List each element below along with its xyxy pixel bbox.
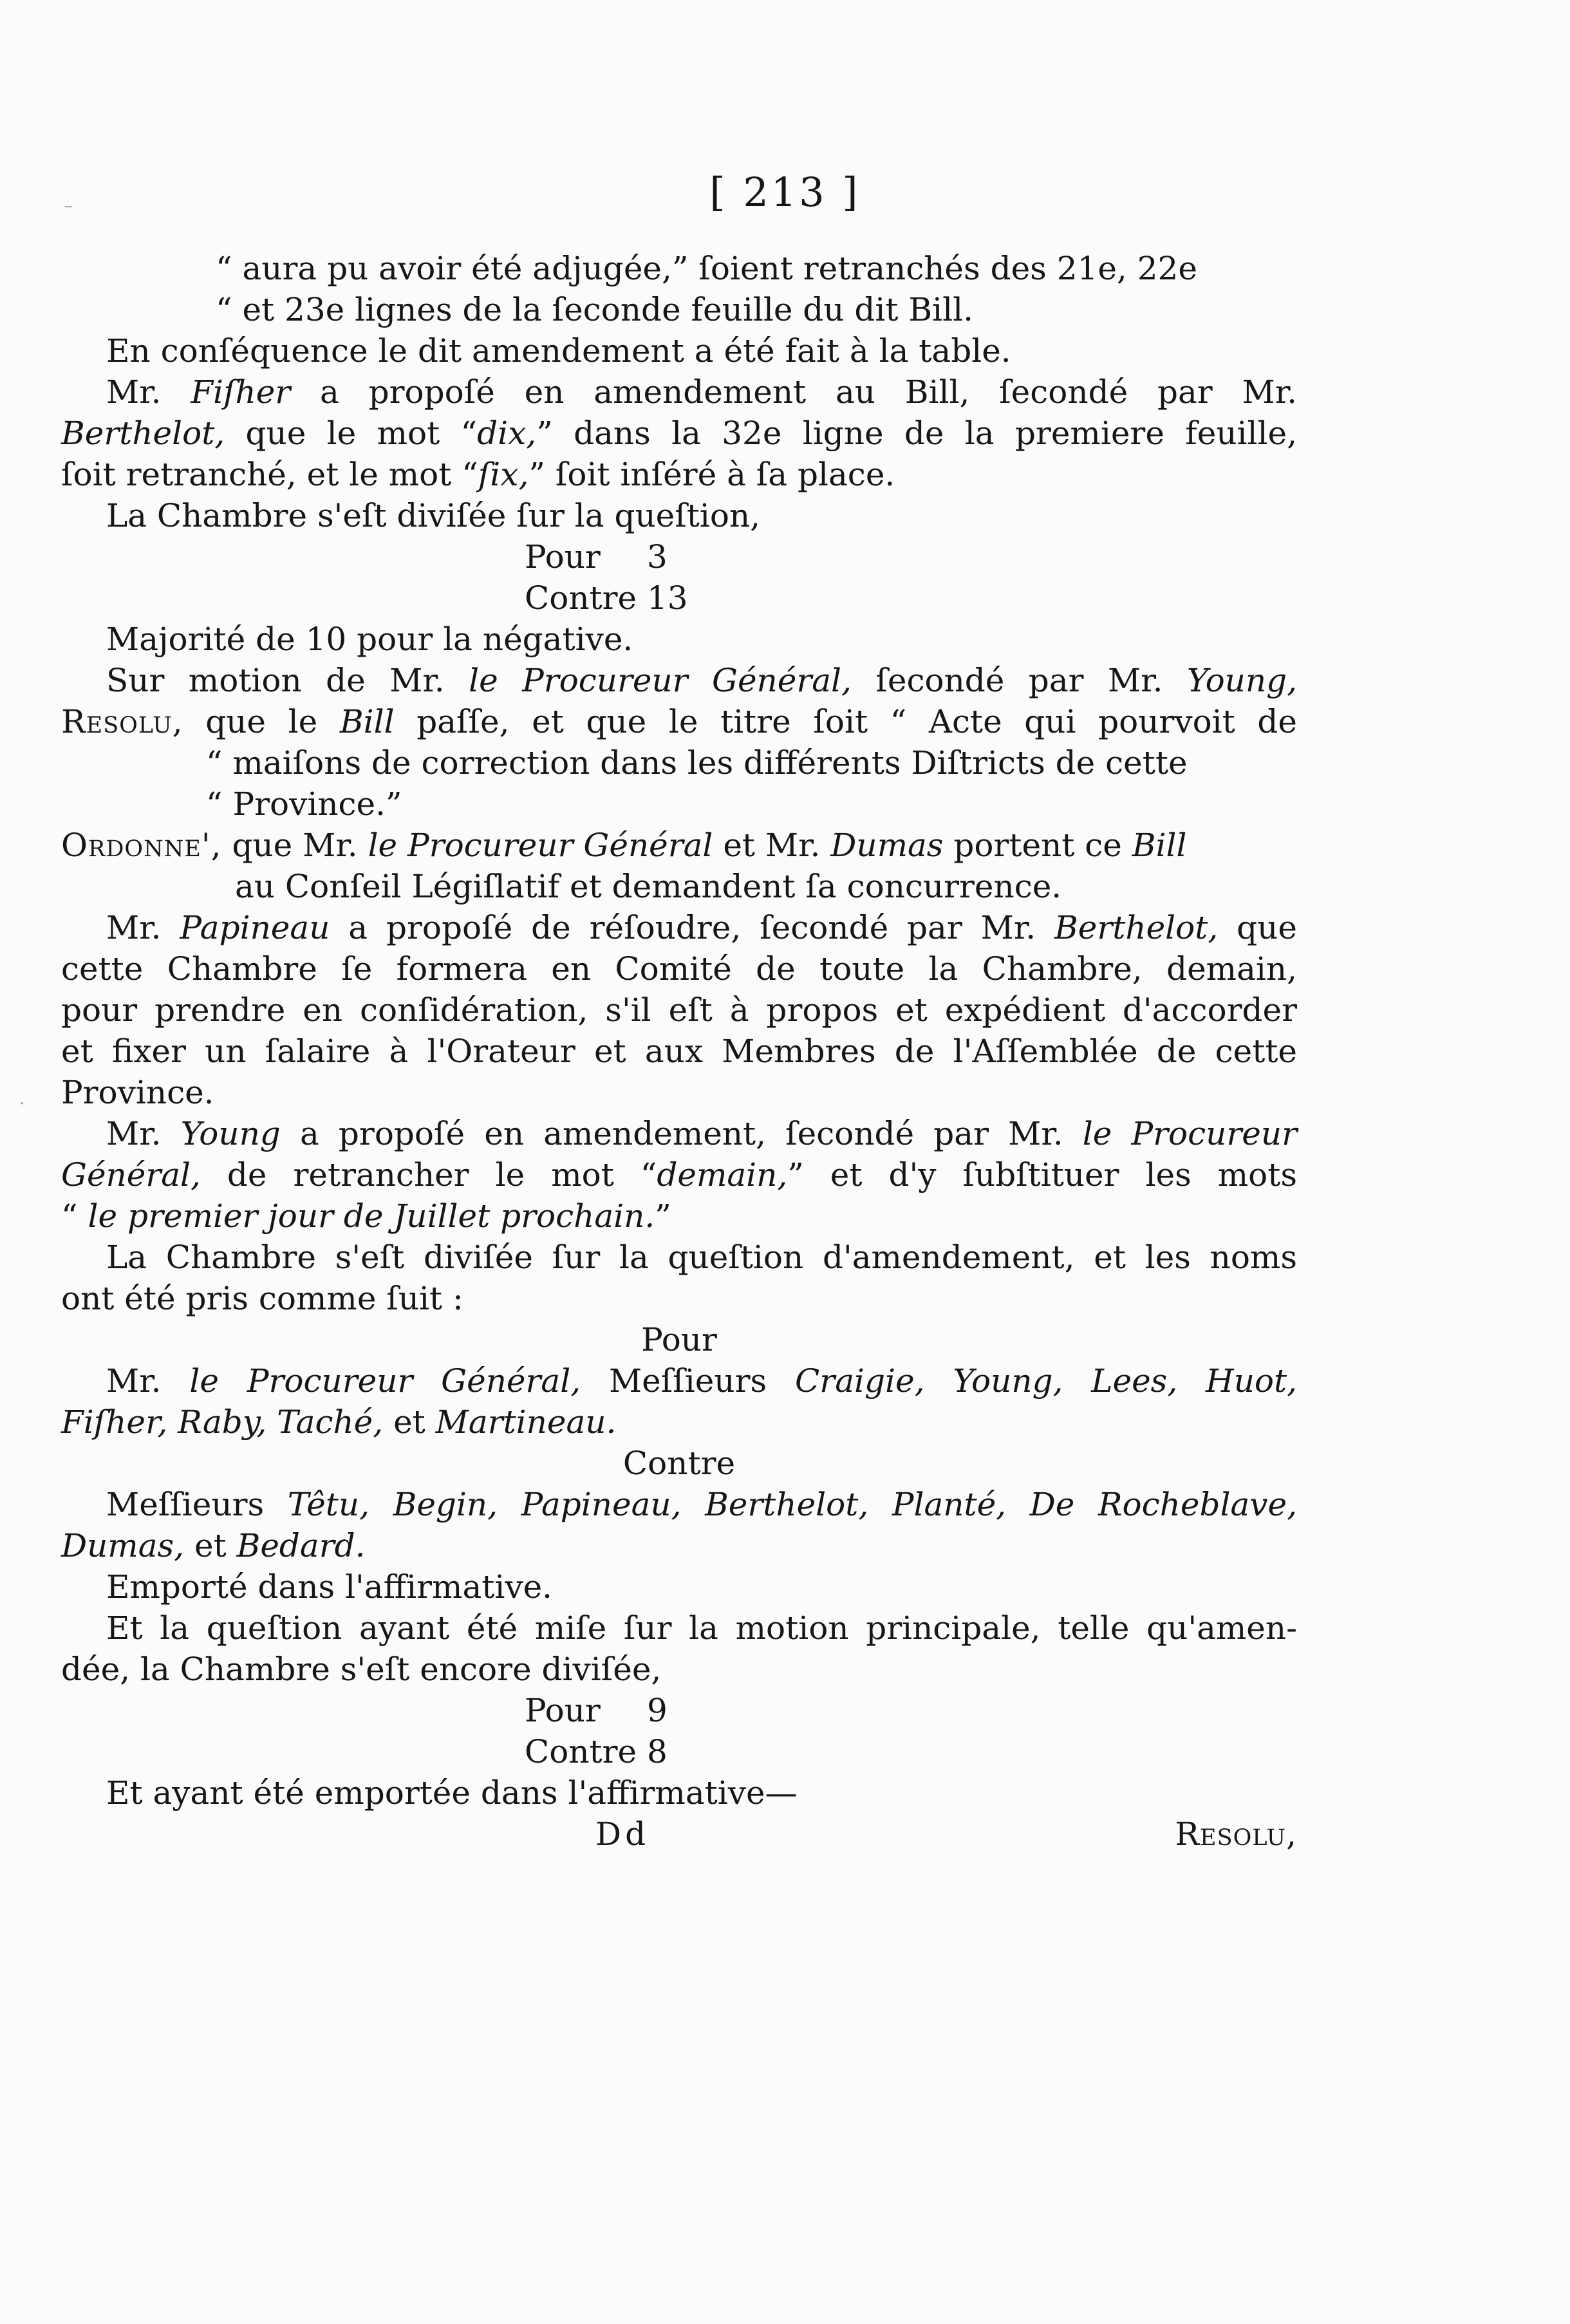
vote-count: 13 — [647, 579, 688, 617]
line-text: Mr. — [106, 909, 162, 946]
line-text: que — [1237, 909, 1297, 946]
member-name: le Procureur Général — [368, 827, 713, 864]
member-name: Dumas — [830, 827, 944, 864]
text-line — [61, 866, 1297, 907]
print-mark: · — [19, 1094, 25, 1114]
text-line — [61, 330, 1297, 371]
text-line — [61, 783, 1297, 825]
text-line — [61, 1525, 1297, 1566]
vote-label: Pour — [525, 538, 601, 576]
text-line — [61, 619, 1297, 660]
text-line — [61, 495, 1297, 536]
line-text: “ aura pu avoir été adjugée,” ſoient retranchés des 21e, 22e — [216, 250, 1197, 287]
line-text: La Chambre s'eſt diviſée ſur la queſtion d'amendement, et les noms — [106, 1239, 1297, 1276]
vote-tally-row — [61, 1731, 1297, 1772]
text-line — [61, 454, 1297, 495]
text-line — [61, 1195, 1297, 1237]
line-text: Meſſieurs — [608, 1362, 767, 1400]
text-line — [61, 907, 1297, 948]
text-line — [61, 1360, 1297, 1401]
quoted-word: dix, — [477, 415, 537, 452]
line-text: ” dans la 32e ligne de la premiere feuille, — [536, 415, 1297, 452]
member-name: Général, — [61, 1156, 201, 1194]
vote-label: Contre — [525, 579, 637, 617]
line-text: paſſe, et que le titre ſoit “ Acte qui pourvoit de — [416, 703, 1297, 740]
line-text: ” — [655, 1197, 671, 1235]
vote-label: Pour — [525, 1692, 601, 1729]
line-text: ont été pris comme ſuit : — [61, 1280, 463, 1317]
text-line — [61, 1649, 1297, 1690]
line-text: “ — [61, 1197, 78, 1235]
member-name: Fiſher — [191, 373, 291, 411]
text-line — [61, 1237, 1297, 1278]
text-line — [61, 1031, 1297, 1072]
line-text: Mr. — [106, 373, 162, 411]
text-line — [61, 1401, 1297, 1443]
member-name: le Procureur Général, — [189, 1362, 581, 1400]
text-line — [61, 1772, 1297, 1813]
text-line — [61, 660, 1297, 701]
member-names: Fiſher, Raby, Taché, — [61, 1403, 384, 1441]
member-name: le Procureur — [1082, 1115, 1297, 1152]
member-names: Têtu, Begin, Papineau, Berthelot, Planté, De Rocheblave, — [287, 1486, 1297, 1523]
line-text: “ Province.” — [206, 785, 402, 823]
member-names: Craigie, Young, Lees, Huot, — [795, 1362, 1297, 1400]
member-name: Dumas, — [61, 1527, 185, 1564]
text-line — [61, 1484, 1297, 1525]
line-text: Sur motion de Mr. — [106, 662, 445, 699]
signature-mark: Dd — [595, 1815, 650, 1853]
text-line — [61, 289, 1297, 330]
vote-count: 9 — [647, 1692, 668, 1729]
text-line — [61, 1072, 1297, 1113]
bill-word: Bill — [339, 703, 395, 740]
line-text: Mr. — [106, 1115, 162, 1152]
line-text: que le mot “ — [245, 415, 478, 452]
line-text: au Conſeil Légiſlatif et demandent ſa concurrence. — [235, 868, 1062, 905]
catchword: Resolu, — [1175, 1815, 1297, 1853]
vote-label: Contre — [525, 1733, 637, 1770]
member-name: Martineau. — [435, 1403, 617, 1441]
line-text: cette Chambre ſe formera en Comité de toute la Chambre, demain, — [61, 950, 1297, 988]
order-keyword: Ordonne', — [61, 827, 222, 864]
bill-word: Bill — [1132, 827, 1187, 864]
text-line — [61, 1113, 1297, 1154]
line-text: Province. — [61, 1074, 214, 1111]
vote-heading-contre: Contre — [622, 1445, 736, 1482]
line-text: Meſſieurs — [106, 1486, 265, 1523]
line-text: que le — [205, 703, 318, 740]
line-text: “ et 23e lignes de la ſeconde feuille du dit Bill. — [216, 291, 974, 328]
section-heading — [61, 1319, 1297, 1360]
page-number: [ 213 ] — [709, 169, 861, 216]
quoted-word: ſix, — [478, 456, 529, 493]
vote-heading-pour: Pour — [641, 1321, 717, 1358]
quoted-word: demain, — [657, 1156, 788, 1194]
line-text: ſecondé par Mr. — [875, 662, 1163, 699]
line-text: ” et d'y ſubſtituer les mots — [787, 1156, 1297, 1194]
text-line — [61, 989, 1297, 1031]
line-text: Mr. — [106, 1362, 162, 1400]
member-name: Papineau — [180, 909, 330, 946]
member-name: Young, — [1186, 662, 1297, 699]
vote-tally-row — [61, 577, 1297, 619]
quoted-phrase: le premier jour de Juillet prochain. — [88, 1197, 655, 1235]
member-name: Berthelot, — [1054, 909, 1219, 946]
line-text: et — [194, 1527, 227, 1564]
section-heading — [61, 1443, 1297, 1484]
line-text: et fixer un ſalaire à l'Orateur et aux Membres de l'Aſſemblée de cette — [61, 1033, 1297, 1070]
resolution-keyword: Resolu, — [61, 703, 183, 740]
line-text: ſoit retranché, et le mot “ — [61, 456, 478, 493]
line-text: a propoſé en amendement, ſecondé par Mr. — [299, 1115, 1063, 1152]
member-name: le Procureur Général, — [469, 662, 852, 699]
line-text: et Mr. — [723, 827, 821, 864]
line-text: et — [393, 1403, 425, 1441]
text-line — [61, 948, 1297, 989]
text-line — [61, 413, 1297, 454]
member-name: Berthelot, — [61, 415, 225, 452]
text-line — [61, 701, 1297, 742]
line-text: En conſéquence le dit amendement a été fait à la table. — [106, 332, 1011, 370]
line-text: pour prendre en conſidération, s'il eſt à propos et expédient d'accorder — [61, 991, 1297, 1029]
print-mark: – — [64, 196, 73, 216]
line-text: “ maiſons de correction dans les différents Diſtricts de cette — [206, 744, 1188, 782]
line-text: a propoſé en amendement au Bill, ſecondé par Mr. — [320, 373, 1297, 411]
line-text: dée, la Chambre s'eſt encore diviſée, — [61, 1651, 662, 1688]
vote-count: 3 — [647, 538, 668, 576]
line-text: portent ce — [953, 827, 1122, 864]
line-text: que Mr. — [232, 827, 358, 864]
text-line — [61, 742, 1297, 783]
text-line — [61, 825, 1297, 866]
text-line — [61, 1566, 1297, 1607]
line-text: Emporté dans l'affirmative. — [106, 1568, 553, 1606]
line-text: Et la queſtion ayant été miſe ſur la motion principale, telle qu'amen- — [106, 1609, 1297, 1647]
line-text: Et ayant été emportée dans l'affirmative— — [106, 1774, 798, 1812]
line-text: ” ſoit inſéré à ſa place. — [528, 456, 895, 493]
line-text: La Chambre s'eſt diviſée ſur la queſtion, — [106, 497, 761, 534]
text-line — [61, 1607, 1297, 1649]
text-line — [61, 1154, 1297, 1195]
member-name: Young — [180, 1115, 281, 1152]
text-line — [61, 248, 1297, 289]
text-line — [61, 371, 1297, 413]
line-text: Majorité de 10 pour la négative. — [106, 621, 633, 658]
member-name: Bedard. — [236, 1527, 366, 1564]
document-body — [61, 248, 1297, 1855]
vote-tally-row — [61, 536, 1297, 577]
line-text: a propoſé de réſoudre, ſecondé par Mr. — [348, 909, 1036, 946]
page-footer — [61, 1813, 1297, 1855]
vote-count: 8 — [647, 1733, 668, 1770]
vote-tally-row — [61, 1690, 1297, 1731]
text-line — [61, 1278, 1297, 1319]
line-text: de retrancher le mot “ — [227, 1156, 657, 1194]
